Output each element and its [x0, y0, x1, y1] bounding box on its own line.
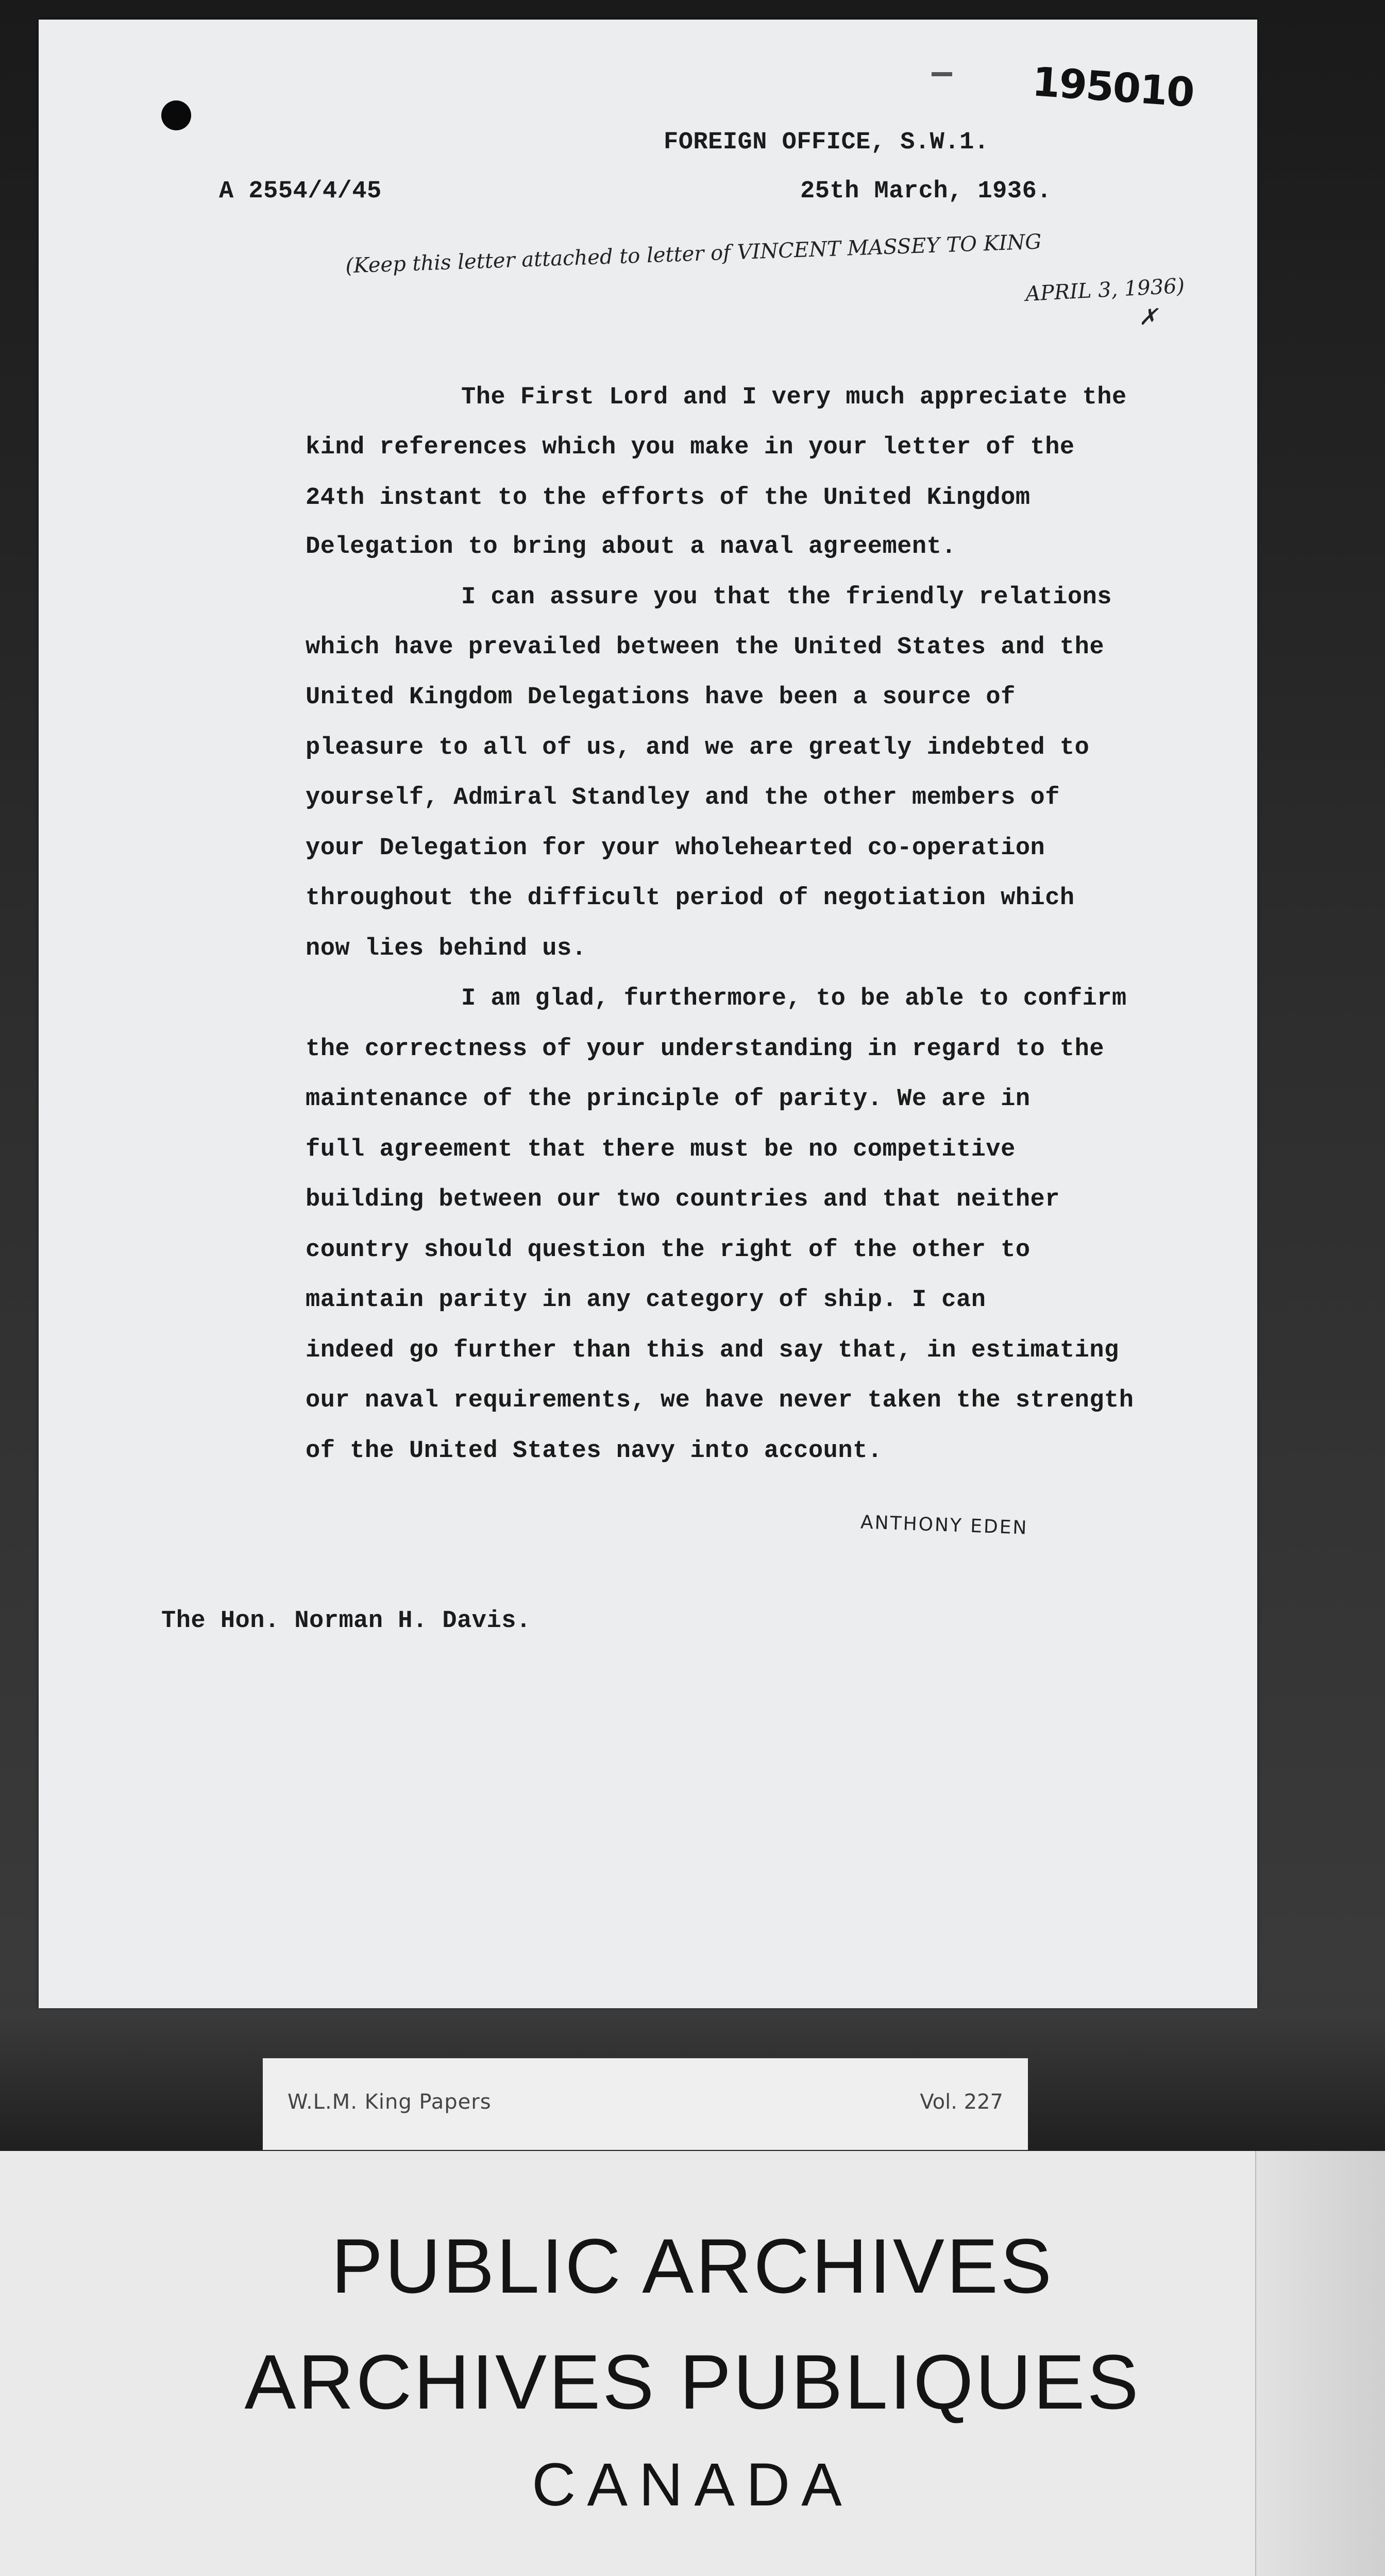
paragraph-line: of the United States navy into account.	[306, 1437, 883, 1465]
archives-line-country: CANADA	[532, 2451, 853, 2519]
paragraph-line: 24th instant to the efforts of the United Kingdom	[306, 484, 1031, 512]
paragraph-line: yourself, Admiral Standley and the other members of	[306, 784, 1060, 811]
paragraph-line: full agreement that there must be no competitive	[306, 1136, 1016, 1163]
letter-header-office: FOREIGN OFFICE, S.W.1.	[664, 129, 989, 156]
paragraph-line: I am glad, furthermore, to be able to confirm	[461, 985, 1127, 1012]
handwritten-note-date: APRIL 3, 1936)	[1025, 274, 1186, 307]
paragraph-line: I can assure you that the friendly relations	[461, 584, 1112, 611]
paragraph-line: kind references which you make in your letter of the	[306, 434, 1075, 461]
archives-card	[0, 2151, 1385, 2576]
paragraph-line: Delegation to bring about a naval agreement.	[306, 533, 957, 561]
signature: ANTHONY EDEN	[860, 1512, 1029, 1539]
paragraph-line: pleasure to all of us, and we are greatly indebted to	[306, 734, 1090, 761]
handwritten-mark: ✗	[1139, 304, 1158, 330]
paragraph-line: maintain parity in any category of ship. I can	[306, 1286, 986, 1314]
collection-label	[263, 2058, 1028, 2150]
archives-line-french: ARCHIVES PUBLIQUES	[244, 2338, 1141, 2425]
paragraph-line: the correctness of your understanding in regard to the	[306, 1036, 1105, 1063]
archive-stamp-number: 195010	[1031, 59, 1195, 116]
paragraph-line: maintenance of the principle of parity. We are in	[306, 1086, 1031, 1113]
paragraph-line: building between our two countries and that neither	[306, 1186, 1060, 1213]
archives-line-english: PUBLIC ARCHIVES	[331, 2223, 1054, 2309]
paragraph-line: your Delegation for your wholehearted co-operation	[306, 835, 1045, 862]
letter-page	[39, 20, 1257, 2008]
collection-name: W.L.M. King Papers	[288, 2090, 492, 2114]
addressee: The Hon. Norman H. Davis.	[161, 1607, 531, 1635]
paragraph-line: The First Lord and I very much appreciate the	[461, 384, 1127, 411]
punch-hole	[161, 100, 191, 130]
paragraph-line: now lies behind us.	[306, 935, 587, 962]
letter-reference: A 2554/4/45	[219, 178, 382, 205]
paragraph-line: country should question the right of the other to	[306, 1236, 1031, 1264]
handwritten-note: (Keep this letter attached to letter of VINCENT MASSEY TO KING	[345, 230, 1042, 278]
volume-number: Vol. 227	[920, 2090, 1003, 2114]
letter-date: 25th March, 1936.	[800, 178, 1052, 205]
paragraph-line: indeed go further than this and say that, in estimating	[306, 1337, 1119, 1364]
paragraph-line: which have prevailed between the United States and the	[306, 634, 1105, 661]
paragraph-line: United Kingdom Delegations have been a source of	[306, 684, 1016, 711]
stamp-mark	[932, 72, 952, 112]
paragraph-line: throughout the difficult period of negotiation which	[306, 885, 1075, 912]
paragraph-line: our naval requirements, we have never taken the strength	[306, 1387, 1134, 1414]
